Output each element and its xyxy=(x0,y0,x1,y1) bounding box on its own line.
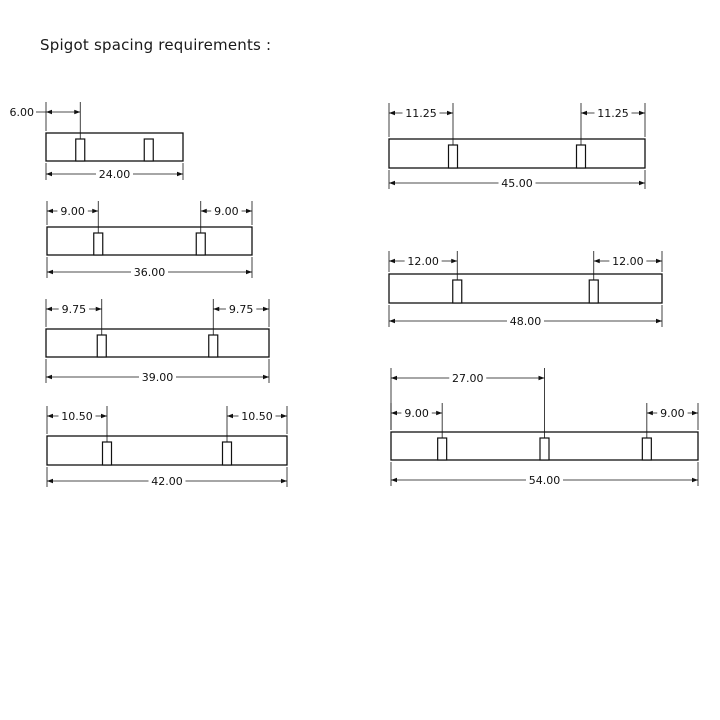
dimension-arrowhead xyxy=(447,111,453,115)
spigot xyxy=(577,145,586,168)
dimension-arrowhead xyxy=(46,375,52,379)
dimension-arrowhead xyxy=(47,479,53,483)
dimension-arrowhead xyxy=(581,111,587,115)
dimension-label: 9.75 xyxy=(61,303,87,316)
dimension-arrowhead xyxy=(227,414,233,418)
dimension-arrowhead xyxy=(246,209,252,213)
dimension-arrowhead xyxy=(391,376,397,380)
dimension-arrowhead xyxy=(391,411,397,415)
dimension-arrowhead xyxy=(539,376,545,380)
spigot xyxy=(642,438,651,460)
spigot-diagram-24-00 xyxy=(10,102,184,181)
dimension-arrowhead xyxy=(281,479,287,483)
dimension-arrowhead xyxy=(46,110,52,114)
dimension-arrowhead xyxy=(281,414,287,418)
dimension-arrowhead xyxy=(692,411,698,415)
beam-outline xyxy=(389,139,645,168)
spigot-diagram-54-00 xyxy=(391,368,698,487)
dimension-arrowhead xyxy=(46,172,52,176)
dimension-arrowhead xyxy=(263,307,269,311)
dimension-arrowhead xyxy=(594,259,600,263)
spigot-diagram-36-00 xyxy=(47,201,252,279)
dimension-label: 42.00 xyxy=(151,475,183,488)
spigot-diagram-42-00 xyxy=(47,406,287,488)
dimension-arrowhead xyxy=(389,111,395,115)
beam-outline xyxy=(46,329,269,357)
dimension-arrowhead xyxy=(46,307,52,311)
dimension-label: 24.00 xyxy=(98,168,131,181)
dimension-arrowhead xyxy=(389,319,395,323)
dimension-arrowhead xyxy=(201,209,207,213)
dimension-label: 10.50 xyxy=(241,410,273,423)
dimension-label: 48.00 xyxy=(509,315,542,328)
dimension-arrowhead xyxy=(246,270,252,274)
dimension-label: 27.00 xyxy=(452,372,484,385)
dimension-arrowhead xyxy=(96,307,102,311)
dimension-arrowhead xyxy=(47,270,53,274)
dimension-arrowhead xyxy=(47,414,53,418)
dimension-label: 9.00 xyxy=(404,407,429,420)
dimension-arrowhead xyxy=(692,478,698,482)
spigot-diagram-45-00 xyxy=(389,103,645,190)
spigot xyxy=(97,335,106,357)
dimension-arrowhead xyxy=(213,307,219,311)
spigot xyxy=(94,233,103,255)
beam-outline xyxy=(389,274,662,303)
dimension-arrowhead xyxy=(389,181,395,185)
spigot-diagram-39-00 xyxy=(46,299,269,384)
dimension-label: 11.25 xyxy=(405,107,437,120)
spigot xyxy=(449,145,458,168)
beam-outline xyxy=(47,227,252,255)
spigot xyxy=(223,442,232,465)
beam-outline xyxy=(47,436,287,465)
dimension-label: 10.50 xyxy=(61,410,93,423)
spigot-diagram-48-00 xyxy=(389,251,662,328)
spigot xyxy=(589,280,598,303)
dimension-label: 9.00 xyxy=(60,205,85,218)
dimension-arrowhead xyxy=(263,375,269,379)
spigot xyxy=(438,438,447,460)
dimension-arrowhead xyxy=(92,209,98,213)
spigot xyxy=(540,438,549,460)
dimension-arrowhead xyxy=(177,172,183,176)
dimension-label: 9.00 xyxy=(660,407,685,420)
dimension-arrowhead xyxy=(647,411,653,415)
dimension-label: 12.00 xyxy=(612,255,644,268)
spigot xyxy=(103,442,112,465)
dimension-label: 45.00 xyxy=(501,177,533,190)
spigot xyxy=(209,335,218,357)
dimension-arrowhead xyxy=(74,110,80,114)
spigot xyxy=(76,139,85,161)
dimension-arrowhead xyxy=(639,111,645,115)
dimension-label: 6.00 xyxy=(9,106,34,119)
spigot xyxy=(144,139,153,161)
dimension-label: 39.00 xyxy=(141,371,174,384)
dimension-arrowhead xyxy=(451,259,457,263)
dimension-label: 36.00 xyxy=(133,266,166,279)
dimension-label: 12.00 xyxy=(407,255,439,268)
dimension-arrowhead xyxy=(639,181,645,185)
spigot xyxy=(196,233,205,255)
page-title: Spigot spacing requirements : xyxy=(40,36,272,54)
dimension-arrowhead xyxy=(391,478,397,482)
dimension-arrowhead xyxy=(101,414,107,418)
dimension-arrowhead xyxy=(436,411,442,415)
beam-outline xyxy=(46,133,183,161)
dimension-label: 9.00 xyxy=(214,205,239,218)
dimension-arrowhead xyxy=(47,209,53,213)
dimension-label: 11.25 xyxy=(597,107,629,120)
dimension-arrowhead xyxy=(389,259,395,263)
dimension-arrowhead xyxy=(656,259,662,263)
dimension-arrowhead xyxy=(656,319,662,323)
dimension-label: 9.75 xyxy=(228,303,254,316)
spigot xyxy=(453,280,462,303)
dimension-label: 54.00 xyxy=(528,474,561,487)
